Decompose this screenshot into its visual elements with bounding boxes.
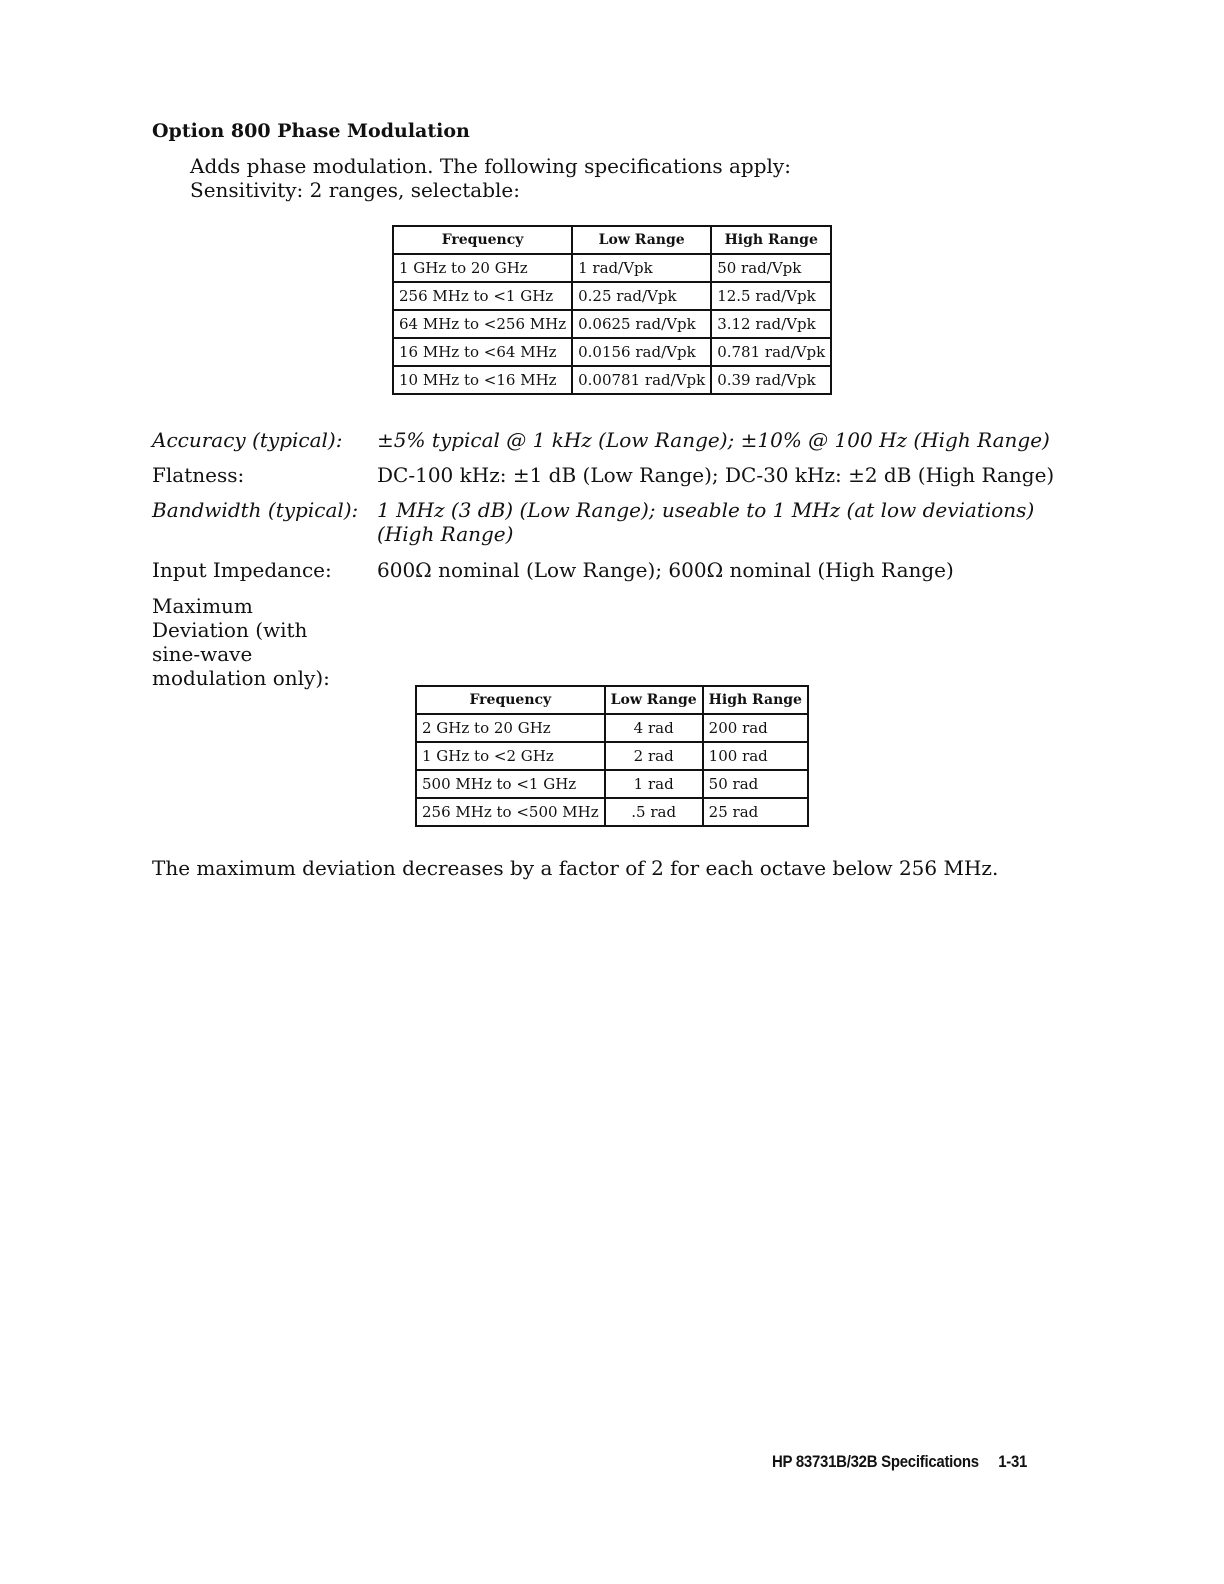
cell-frequency: 256 MHz to <500 MHz — [416, 798, 605, 826]
table-row — [393, 338, 831, 366]
table-row — [416, 714, 808, 742]
cell-high-range: 50 rad/Vpk — [711, 254, 831, 282]
cell-high-range: 12.5 rad/Vpk — [711, 282, 831, 310]
table-row — [416, 742, 808, 770]
accuracy-value: ±5% typical @ 1 kHz (Low Range); ±10% @ 100 Hz (High Range) — [377, 428, 1050, 452]
cell-high-range: 100 rad — [703, 742, 808, 770]
cell-low-range: .5 rad — [605, 798, 703, 826]
section-heading: Option 800 Phase Modulation — [152, 120, 470, 142]
cell-high-range: 0.39 rad/Vpk — [711, 366, 831, 394]
accuracy-label: Accuracy (typical): — [152, 428, 343, 452]
header-frequency: Frequency — [416, 686, 605, 714]
bandwidth-label: Bandwidth (typical): — [152, 498, 359, 522]
cell-high-range: 0.781 rad/Vpk — [711, 338, 831, 366]
header-low-range: Low Range — [572, 226, 711, 254]
deviation-note: The maximum deviation decreases by a factor of 2 for each octave below 256 MHz. — [152, 856, 999, 880]
cell-low-range: 1 rad — [605, 770, 703, 798]
cell-low-range: 4 rad — [605, 714, 703, 742]
table-row — [393, 282, 831, 310]
table-header-row — [393, 226, 831, 254]
cell-low-range: 0.0625 rad/Vpk — [572, 310, 711, 338]
cell-low-range: 0.0156 rad/Vpk — [572, 338, 711, 366]
table-row — [393, 310, 831, 338]
cell-low-range: 0.00781 rad/Vpk — [572, 366, 711, 394]
max-deviation-label: Maximum Deviation (with sine-wave modulation only): — [152, 594, 330, 690]
bandwidth-value: 1 MHz (3 dB) (Low Range); useable to 1 MHz (at low deviations) (High Range) — [377, 498, 1035, 546]
cell-low-range: 0.25 rad/Vpk — [572, 282, 711, 310]
cell-frequency: 1 GHz to 20 GHz — [393, 254, 572, 282]
table-header-row — [416, 686, 808, 714]
page-footer — [772, 1452, 1027, 1472]
header-high-range: High Range — [703, 686, 808, 714]
cell-frequency: 500 MHz to <1 GHz — [416, 770, 605, 798]
cell-low-range: 2 rad — [605, 742, 703, 770]
cell-frequency: 1 GHz to <2 GHz — [416, 742, 605, 770]
cell-high-range: 200 rad — [703, 714, 808, 742]
table-row — [393, 366, 831, 394]
flatness-value: DC-100 kHz: ±1 dB (Low Range); DC-30 kHz: ±2 dB (High Range) — [377, 463, 1055, 487]
footer-title: HP 83731B/32B Specifications — [772, 1452, 979, 1471]
cell-frequency: 256 MHz to <1 GHz — [393, 282, 572, 310]
cell-high-range: 25 rad — [703, 798, 808, 826]
table-row — [416, 770, 808, 798]
flatness-label: Flatness: — [152, 463, 245, 487]
cell-frequency: 2 GHz to 20 GHz — [416, 714, 605, 742]
intro-line-1: Adds phase modulation. The following specifications apply: — [190, 154, 791, 178]
impedance-label: Input Impedance: — [152, 558, 332, 582]
cell-high-range: 50 rad — [703, 770, 808, 798]
table-row — [393, 254, 831, 282]
cell-frequency: 16 MHz to <64 MHz — [393, 338, 572, 366]
header-low-range: Low Range — [605, 686, 703, 714]
page-number: 1-31 — [998, 1452, 1028, 1471]
cell-low-range: 1 rad/Vpk — [572, 254, 711, 282]
cell-frequency: 10 MHz to <16 MHz — [393, 366, 572, 394]
table-row — [416, 798, 808, 826]
header-frequency: Frequency — [393, 226, 572, 254]
cell-high-range: 3.12 rad/Vpk — [711, 310, 831, 338]
cell-frequency: 64 MHz to <256 MHz — [393, 310, 572, 338]
max-deviation-table — [415, 685, 809, 827]
header-high-range: High Range — [711, 226, 831, 254]
intro-text — [190, 154, 791, 202]
impedance-value: 600Ω nominal (Low Range); 600Ω nominal (High Range) — [377, 558, 954, 582]
intro-line-2: Sensitivity: 2 ranges, selectable: — [190, 178, 520, 202]
sensitivity-table — [392, 225, 832, 395]
